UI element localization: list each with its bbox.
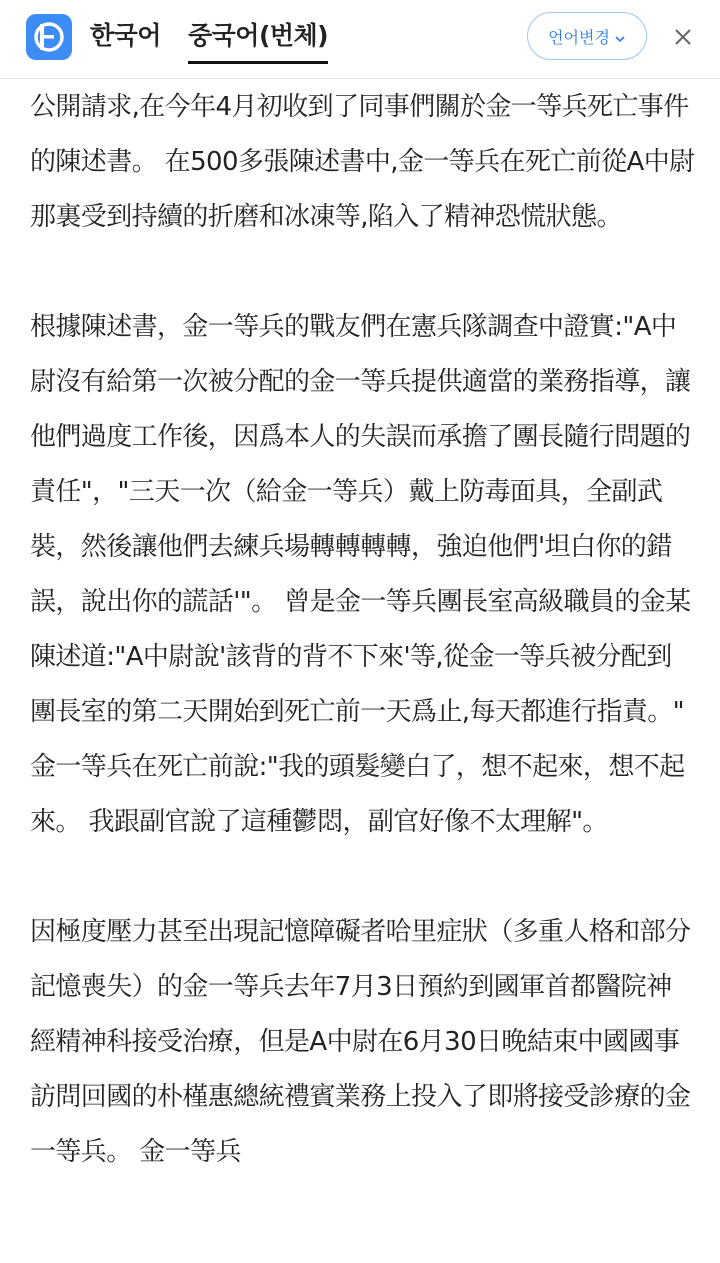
article-paragraph: 因極度壓力甚至出現記憶障礙者哈里症狀（多重人格和部分記憶喪失）的金一等兵去年7月3日預約到國軍首都醫院神經精神科接受治療，但是A中尉在6月30日晚結束中國國事訪問回國的朴槿惠總統禮賓業務上投入了即將接受診療的金一等兵。 金一等兵 — [30, 917, 691, 1167]
change-language-label: 언어변경 — [548, 27, 610, 47]
change-language-button[interactable] — [527, 12, 647, 60]
article-paragraph: 根據陳述書，金一等兵的戰友們在憲兵隊調查中證實:"A中尉沒有給第一次被分配的金一等兵提供適當的業務指導，讓他們過度工作後，因爲本人的失誤而承擔了團長隨行問題的責任"，"三天一次（給金一等兵）戴上防毒面具，全副武裝，然後讓他們去練兵場轉轉轉轉，強迫他們'坦白你的錯誤，說出你的謊話'"。 曾是金一等兵團長室高級職員的金某陳述道:"A中尉說'該背的背不下來'等,從金一等兵被分配到團長室的第二天開始到死亡前一天爲止,每天都進行指責。" 金一等兵在死亡前說:"我的頭髮變白了，想不起來，想不起來。 我跟副官說了這種鬱悶，副官好像不太理解"。 — [30, 312, 691, 837]
translate-app-logo-icon — [26, 14, 72, 60]
translated-article — [30, 80, 696, 1235]
tab-target-language[interactable]: 중국어(번체) — [188, 18, 328, 64]
top-bar — [0, 0, 720, 79]
article-paragraph: 公開請求,在今年4月初收到了同事們關於金一等兵死亡事件的陳述書。 在500多張陳述書中,金一等兵在死亡前從A中尉那裏受到持續的折磨和冰凍等,陷入了精神恐慌狀態。 — [30, 92, 695, 232]
tab-source-language[interactable]: 한국어 — [90, 21, 161, 50]
close-icon[interactable] — [668, 22, 698, 52]
chevron-down-icon — [614, 30, 626, 42]
